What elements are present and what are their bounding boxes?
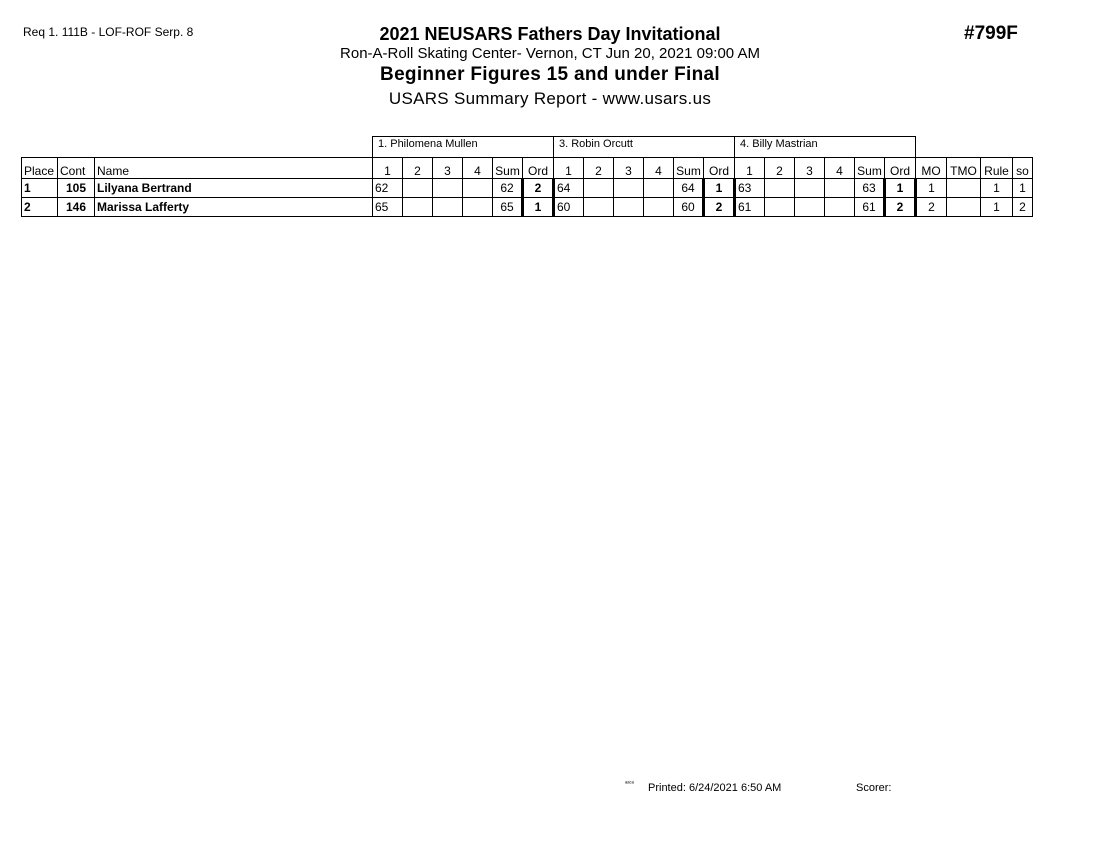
ord-cell: 2: [885, 198, 916, 217]
mark-cell: [433, 179, 463, 198]
col-tmo: TMO: [947, 158, 981, 179]
col-mark: 4: [644, 158, 674, 179]
competition-title: 2021 NEUSARS Fathers Day Invitational: [379, 24, 721, 44]
mark-cell: [825, 198, 855, 217]
so-cell: 1: [1013, 179, 1033, 198]
report-title: USARS Summary Report - www.usars.us: [388, 89, 712, 108]
mark-cell: 65: [373, 198, 403, 217]
col-sum: Sum: [674, 158, 704, 179]
skater-name: Lilyana Bertrand: [95, 179, 373, 198]
report-header: [250, 24, 850, 111]
skater-name: Marissa Lafferty: [95, 198, 373, 217]
judge-header-row: [22, 137, 1033, 158]
mark-cell: [765, 179, 795, 198]
column-header-row: [22, 158, 1033, 179]
mark-cell: 62: [373, 179, 403, 198]
mark-cell: 64: [554, 179, 584, 198]
mark-cell: 61: [735, 198, 765, 217]
sum-cell: 65: [493, 198, 523, 217]
mark-cell: [644, 198, 674, 217]
sum-cell: 61: [855, 198, 885, 217]
col-mark: 2: [403, 158, 433, 179]
tmo-cell: [947, 179, 981, 198]
judge-name: 4. Billy Mastrian: [735, 137, 916, 158]
sum-cell: 60: [674, 198, 704, 217]
col-mark: 4: [463, 158, 493, 179]
mark-cell: [614, 179, 644, 198]
ord-cell: 1: [885, 179, 916, 198]
col-ord: Ord: [885, 158, 916, 179]
mark-cell: 63: [735, 179, 765, 198]
col-mark: 3: [795, 158, 825, 179]
col-mark: 3: [614, 158, 644, 179]
cont-cell: 146: [58, 198, 95, 217]
col-mark: 1: [554, 158, 584, 179]
request-info: Req 1. 111B - LOF-ROF Serp. 8: [23, 25, 194, 39]
table-row: [22, 179, 1033, 198]
cont-cell: 105: [58, 179, 95, 198]
ord-cell: 1: [704, 179, 735, 198]
ord-cell: 2: [704, 198, 735, 217]
mark-cell: [795, 179, 825, 198]
printed-timestamp: Printed: 6/24/2021 6:50 AM: [648, 782, 782, 794]
sum-cell: 63: [855, 179, 885, 198]
tmo-cell: [947, 198, 981, 217]
mark-cell: [463, 179, 493, 198]
col-so: so: [1013, 158, 1033, 179]
col-ord: Ord: [704, 158, 735, 179]
rule-cell: 1: [981, 179, 1013, 198]
event-number: #799F: [964, 23, 1018, 44]
judge-name: 3. Robin Orcutt: [554, 137, 735, 158]
mark-cell: [403, 198, 433, 217]
mo-cell: 1: [916, 179, 947, 198]
mark-cell: [584, 198, 614, 217]
judge-name: 1. Philomena Mullen: [373, 137, 554, 158]
col-sum: Sum: [855, 158, 885, 179]
mark-cell: [403, 179, 433, 198]
place-cell: 2: [22, 198, 58, 217]
mark-cell: [463, 198, 493, 217]
col-rule: Rule: [981, 158, 1013, 179]
venue-date: Ron-A-Roll Skating Center- Vernon, CT Jun 20, 2021 09:00 AM: [340, 45, 760, 62]
mark-cell: [795, 198, 825, 217]
rule-cell: 1: [981, 198, 1013, 217]
mo-cell: 2: [916, 198, 947, 217]
col-mark: 2: [584, 158, 614, 179]
col-mark: 1: [735, 158, 765, 179]
results-table: [21, 136, 1033, 217]
ord-cell: 1: [523, 198, 554, 217]
table-row: [22, 198, 1033, 217]
col-name: Name: [95, 158, 373, 179]
place-cell: 1: [22, 179, 58, 198]
footer-mark: ᵃᵃᶜᵃ: [625, 781, 634, 787]
scorer-label: Scorer:: [856, 782, 892, 794]
col-sum: Sum: [493, 158, 523, 179]
mark-cell: [433, 198, 463, 217]
mark-cell: [765, 198, 795, 217]
mark-cell: [825, 179, 855, 198]
ord-cell: 2: [523, 179, 554, 198]
mark-cell: [644, 179, 674, 198]
col-cont: Cont: [58, 158, 95, 179]
event-title: Beginner Figures 15 and under Final: [380, 64, 720, 85]
col-mark: 2: [765, 158, 795, 179]
mark-cell: 60: [554, 198, 584, 217]
col-ord: Ord: [523, 158, 554, 179]
sum-cell: 62: [493, 179, 523, 198]
sum-cell: 64: [674, 179, 704, 198]
so-cell: 2: [1013, 198, 1033, 217]
col-mark: 3: [433, 158, 463, 179]
col-mark: 4: [825, 158, 855, 179]
mark-cell: [584, 179, 614, 198]
mark-cell: [614, 198, 644, 217]
col-mo: MO: [916, 158, 947, 179]
col-place: Place: [22, 158, 58, 179]
col-mark: 1: [373, 158, 403, 179]
